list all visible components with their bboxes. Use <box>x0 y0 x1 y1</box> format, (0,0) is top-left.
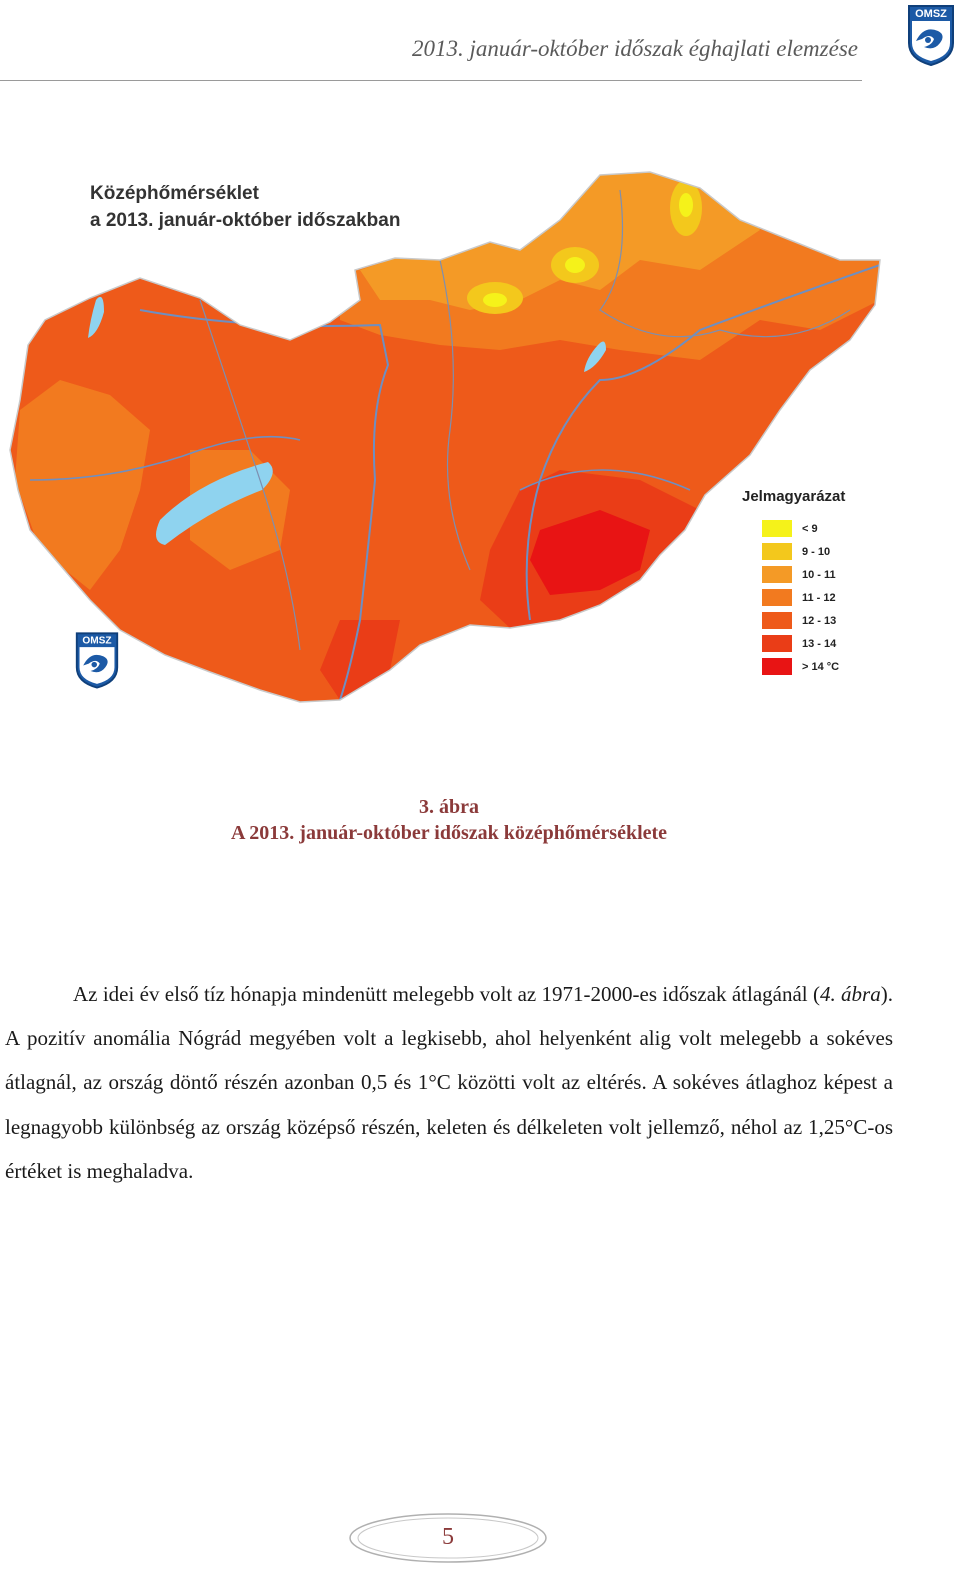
body-text-part2: ). A pozitív anomália Nógrád megyében volt a legkisebb, ahol helyenként alig volt melegebb a sokéves átlagnál, az ország döntő részén azonban 0,5 és 1°C közötti volt az eltérés. A sokéves átlaghoz képest a legnagyobb különbség az ország középső részén, keleten és délkeleten volt jellemző, néhol az 1,25°C-os értéket is meghaladva. <box>5 982 893 1183</box>
legend-swatch <box>762 589 792 606</box>
legend-swatch <box>762 543 792 560</box>
figure-number: 3. ábra <box>419 796 479 818</box>
map-title-line1: Középhőmérséklet <box>90 183 259 204</box>
legend-label: 9 - 10 <box>802 545 831 558</box>
legend-swatch <box>762 635 792 652</box>
legend-swatch <box>762 520 792 537</box>
figure-reference: 4. ábra <box>819 982 881 1006</box>
omsz-map-logo-text: OMSZ <box>82 635 112 647</box>
legend-label: 11 - 12 <box>802 591 836 604</box>
page-number: 5 <box>442 1524 454 1550</box>
legend-label: > 14 °C <box>802 660 840 673</box>
legend-item <box>742 655 845 678</box>
legend-label: 12 - 13 <box>802 614 837 627</box>
body-paragraph <box>5 972 893 1193</box>
omsz-logo-text: OMSZ <box>915 8 947 20</box>
omsz-map-logo <box>74 630 120 690</box>
legend-swatch <box>762 566 792 583</box>
legend-label: < 9 <box>802 522 818 535</box>
legend-item <box>742 632 845 655</box>
legend-swatch <box>762 658 792 675</box>
legend-item <box>742 563 845 586</box>
omsz-logo <box>906 3 956 67</box>
map-legend <box>742 488 845 678</box>
map-title <box>90 180 400 234</box>
header-divider <box>0 80 862 81</box>
figure-caption: A 2013. január-október időszak középhőmérséklete <box>230 822 668 844</box>
legend-items <box>742 517 845 678</box>
map-title-line2: a 2013. január-október időszakban <box>90 210 401 231</box>
header-title: 2013. január-október időszak éghajlati elemzése <box>411 36 858 61</box>
legend-label: 13 - 14 <box>802 637 837 650</box>
legend-title: Jelmagyarázat <box>742 488 846 505</box>
legend-item <box>742 540 845 563</box>
legend-item <box>742 609 845 632</box>
body-text-part1: Az idei év első tíz hónapja mindenütt melegebb volt az 1971-2000-es időszak átlagánál ( <box>73 982 820 1006</box>
legend-item <box>742 517 845 540</box>
page-number-badge <box>348 1512 548 1564</box>
legend-swatch <box>762 612 792 629</box>
legend-item <box>742 586 845 609</box>
legend-label: 10 - 11 <box>802 568 836 581</box>
